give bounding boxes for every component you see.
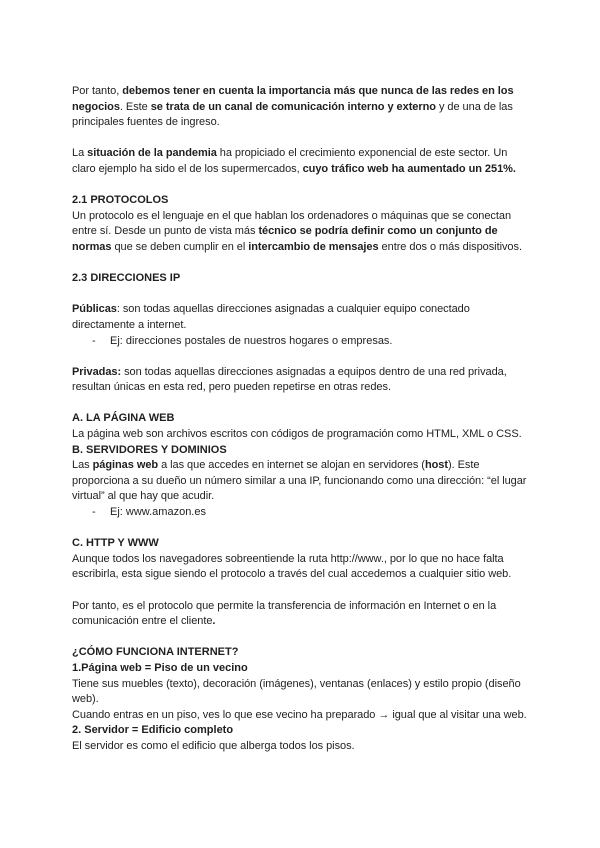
section-heading-servidores: B. SERVIDORES Y DOMINIOS — [72, 443, 227, 456]
text-run: Un protocolo es el lenguaje en el que hablan los ordenadores o máquinas que se conectan entre sí. Desde un punto de vista más — [72, 209, 512, 238]
text-run: Por tanto, es el protocolo que permite la transferencia de información en Internet o en la comunicación entre el cliente — [72, 599, 497, 628]
list-item-text: Ej: direcciones postales de nuestros hogares o empresas. — [110, 334, 393, 347]
text-run: : son todas aquellas direcciones asignadas a cualquier equipo conectado directamente a internet. — [72, 303, 470, 331]
section-heading-como-funciona: ¿CÓMO FUNCIONA INTERNET? — [72, 646, 239, 659]
text-run: a las que accedes en internet se alojan en servidores ( — [158, 459, 425, 472]
funciona-paragraph-2: Cuando entras en un piso, ves lo que ese vecino ha preparado → igual que al visitar una web. — [72, 708, 527, 721]
text-run: La — [72, 147, 88, 160]
bold-run: técnico se podría definir como un conjunto de normas — [72, 225, 498, 253]
bold-run: situación de la pandemia — [87, 147, 217, 160]
section-heading-http: C. HTTP Y WWW — [72, 537, 159, 550]
http-paragraph-2 — [72, 599, 532, 630]
publicas-paragraph — [72, 302, 532, 333]
intro-paragraph-1 — [72, 84, 532, 131]
text-run: ). Este proporciona a su dueño un número similar a una IP, funcionando como una dirección: “el lugar virtual” al que hay que acudir. — [72, 459, 527, 503]
section-heading-direcciones: 2.3 DIRECCIONES IP — [72, 272, 181, 285]
list-item-text: Ej: www.amazon.es — [110, 506, 206, 519]
text-run: y de una de las principales fuentes de ingreso. — [72, 100, 513, 129]
spacer — [72, 630, 532, 646]
list-item — [72, 334, 532, 350]
spacer — [72, 256, 532, 272]
protocolos-paragraph — [72, 209, 532, 256]
intro-paragraph-2 — [72, 146, 532, 177]
spacer — [72, 349, 532, 365]
spacer — [72, 396, 532, 412]
bold-run: host — [424, 459, 448, 472]
spacer — [72, 131, 532, 147]
bold-run: se trata de un canal de comunicación interno y externo — [150, 100, 436, 113]
funciona-paragraph-3: El servidor es como el edificio que alberga todos los pisos. — [72, 739, 355, 752]
text-run: Por tanto, — [72, 85, 123, 97]
spacer — [72, 287, 532, 303]
bold-run: Públicas — [72, 303, 117, 316]
bold-run: páginas web — [92, 459, 159, 472]
text-run: entre dos o más dispositivos. — [378, 240, 522, 253]
bold-run: debemos tener en cuenta la importancia más que nunca de las redes en los negocios — [72, 85, 514, 113]
http-paragraph-1: Aunque todos los navegadores sobreentiende la ruta http://www., por lo que no hace falta escribirla, esta sigue siendo el protocolo a través del cual accedemos a cualquier sitio web. — [72, 552, 512, 581]
bold-run: cuyo tráfico web ha aumentado un 251%. — [302, 162, 516, 175]
text-run: Las — [72, 459, 93, 472]
text-run: ha propiciado el crecimiento exponencial de este sector. Un claro ejemplo ha sido el de los supermercados, — [72, 147, 508, 175]
section-heading-pagina-web: A. LA PÁGINA WEB — [72, 412, 175, 425]
pagina-paragraph: La página web son archivos escritos con códigos de programación como HTML, XML o CSS. — [72, 428, 522, 441]
bold-run: . — [212, 615, 216, 628]
privadas-paragraph — [72, 365, 532, 396]
text-run: . Este — [119, 100, 151, 113]
list-dash: - — [92, 506, 96, 519]
spacer — [72, 521, 532, 537]
spacer — [72, 583, 532, 599]
bold-run: Privadas: — [72, 365, 122, 378]
text-run: son todas aquellas direcciones asignadas a equipos dentro de una red privada, resultan únicas en esta red, pero pueden repetirse en otras redes. — [72, 365, 507, 394]
bold-run: intercambio de mensajes — [248, 240, 379, 253]
spacer — [72, 178, 532, 194]
funciona-paragraph-1: Tiene sus muebles (texto), decoración (imágenes), ventanas (enlaces) y estilo propio (diseño web). — [72, 677, 521, 706]
subheading-servidor: 2. Servidor = Edificio completo — [72, 724, 234, 737]
section-heading-protocolos: 2.1 PROTOCOLOS — [72, 194, 169, 207]
text-run: que se deben cumplir en el — [111, 240, 249, 253]
list-dash: - — [92, 334, 96, 347]
list-item — [72, 505, 532, 521]
servidores-paragraph — [72, 458, 532, 505]
subheading-pagina-web: 1.Página web = Piso de un vecino — [72, 661, 248, 674]
document-content — [72, 84, 532, 755]
